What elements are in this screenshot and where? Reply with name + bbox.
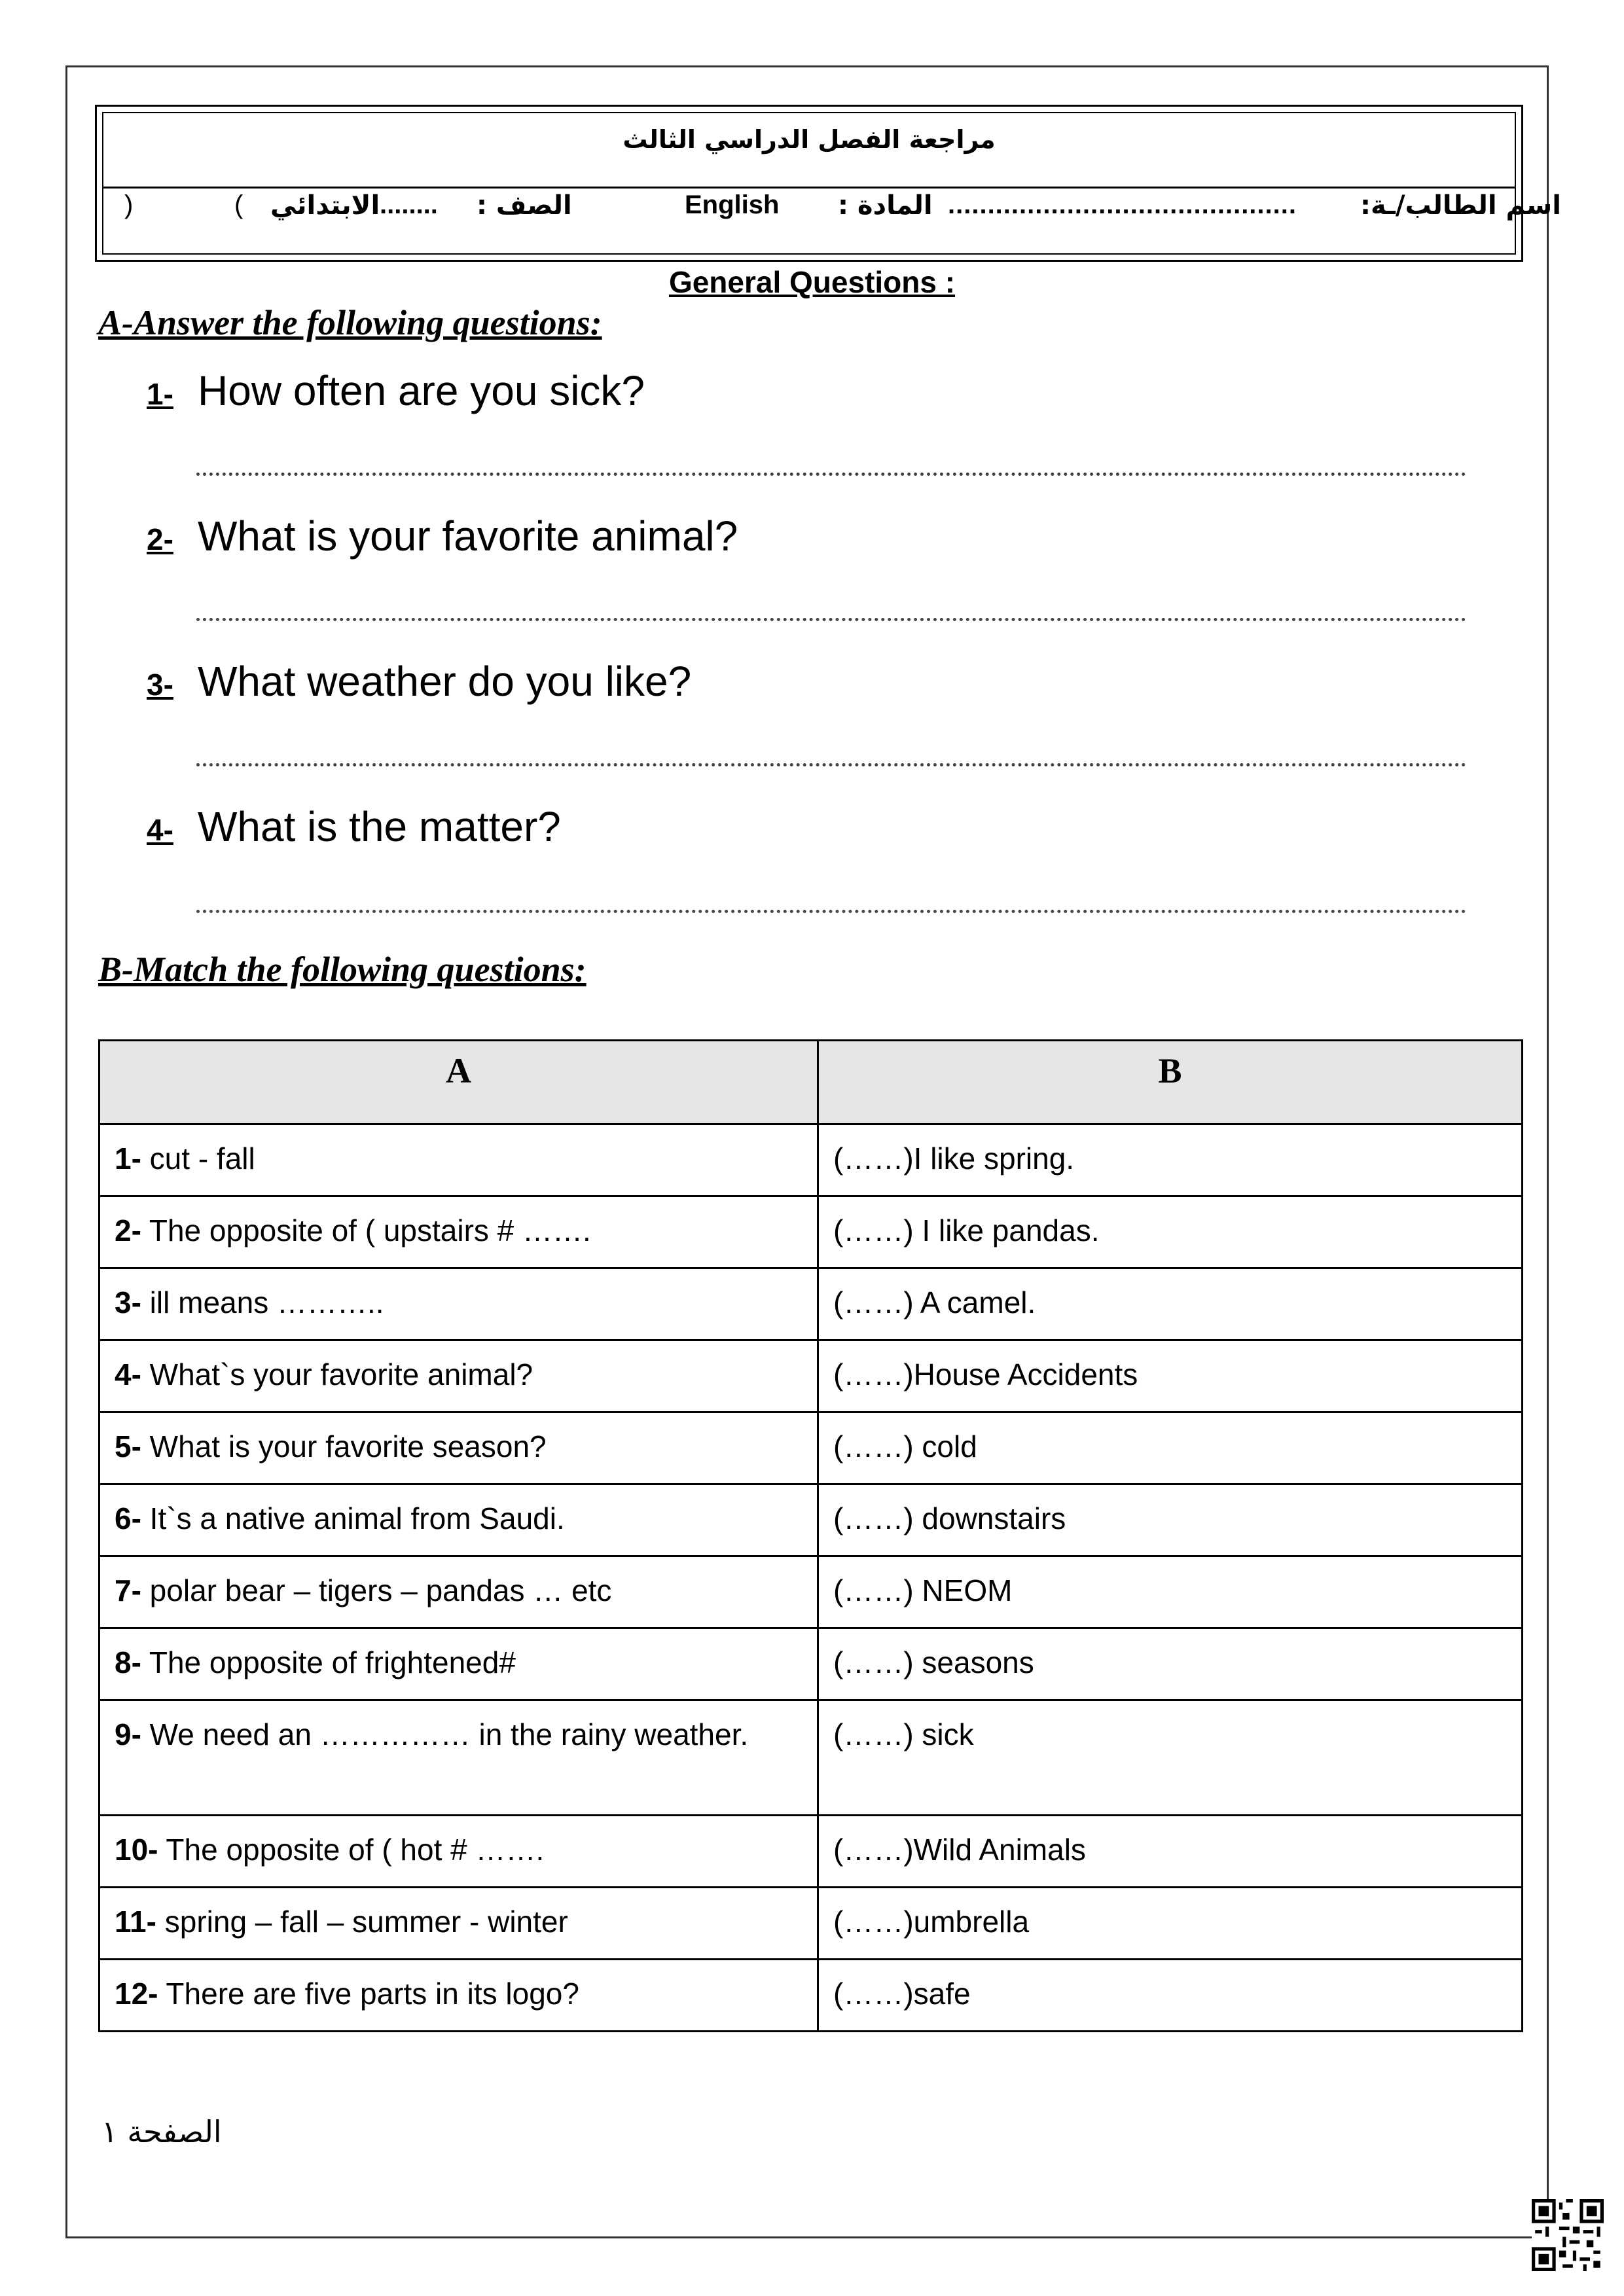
page-number: الصفحة ١ (101, 2114, 222, 2149)
item-number: 2- (115, 1213, 141, 1247)
item-number: 8- (115, 1645, 141, 1679)
item-b-cell[interactable]: (……) NEOM (818, 1556, 1523, 1628)
question-number: 3- (147, 668, 173, 702)
item-a-text: It`s a native animal from Saudi. (141, 1501, 565, 1535)
item-b-cell[interactable]: (……) seasons (818, 1628, 1523, 1700)
table-row (99, 1484, 1523, 1556)
header-inner-frame (102, 112, 1516, 255)
item-b-cell[interactable]: (……) A camel. (818, 1268, 1523, 1340)
item-b-cell[interactable]: (……) I like pandas. (818, 1196, 1523, 1268)
qr-code-icon (1532, 2199, 1604, 2271)
match-table (98, 1039, 1523, 2032)
table-header-row (99, 1041, 1523, 1124)
item-a-text: cut - fall (141, 1141, 255, 1175)
item-a-cell (99, 1412, 818, 1484)
subject-value: English (685, 190, 780, 219)
table-row (99, 1340, 1523, 1412)
table-row (99, 1196, 1523, 1268)
column-a-header: A (99, 1041, 818, 1124)
item-number: 10- (115, 1833, 158, 1867)
table-row (99, 1412, 1523, 1484)
item-a-text: The opposite of ( hot # ……. (158, 1833, 545, 1867)
table-row (99, 1700, 1523, 1816)
table-row (99, 1888, 1523, 1960)
table-row (99, 1628, 1523, 1700)
question-text: What is your favorite animal? (198, 512, 738, 560)
question-text: What weather do you like? (198, 658, 692, 705)
item-number: 9- (115, 1717, 141, 1751)
item-a-cell (99, 1268, 818, 1340)
item-a-text: What is your favorite season? (141, 1429, 547, 1463)
item-a-cell (99, 1484, 818, 1556)
paren-open: ( (234, 190, 244, 219)
answer-line-4[interactable] (196, 910, 1466, 913)
question-4 (147, 802, 561, 851)
item-number: 6- (115, 1501, 141, 1535)
subject-label: المادة : (838, 190, 933, 221)
table-row (99, 1268, 1523, 1340)
item-a-text: The opposite of frightened# (141, 1645, 516, 1679)
item-b-cell[interactable]: (……) downstairs (818, 1484, 1523, 1556)
section-a-title: A-Answer the following questions: (98, 303, 602, 342)
item-a-text: ill means ……….. (141, 1285, 384, 1319)
question-3 (147, 657, 691, 706)
item-a-cell (99, 1196, 818, 1268)
student-name-label: اسم الطالب/ـة: (1360, 190, 1561, 221)
item-b-cell[interactable]: (……) sick (818, 1700, 1523, 1816)
item-number: 4- (115, 1357, 141, 1391)
answer-line-1[interactable] (196, 473, 1466, 476)
item-a-cell (99, 1960, 818, 2032)
item-a-text: What`s your favorite animal? (141, 1357, 533, 1391)
item-number: 12- (115, 1977, 158, 2011)
section-b-title: B-Match the following questions: (98, 950, 586, 989)
table-row (99, 1960, 1523, 2032)
table-row (99, 1556, 1523, 1628)
item-number: 11- (115, 1905, 156, 1939)
item-b-cell[interactable]: (……) cold (818, 1412, 1523, 1484)
general-questions-title: General Questions : (668, 265, 956, 299)
question-text: What is the matter? (198, 803, 561, 850)
question-number: 4- (147, 813, 173, 848)
table-row (99, 1124, 1523, 1196)
question-number: 1- (147, 377, 173, 412)
item-a-cell (99, 1816, 818, 1888)
level-label: الابتدائي (270, 190, 380, 221)
student-name-dots[interactable]: ............................................ (948, 190, 1297, 219)
question-2 (147, 512, 738, 560)
item-number: 7- (115, 1573, 141, 1607)
answer-line-2[interactable] (196, 618, 1466, 621)
header-box (95, 105, 1561, 262)
answer-line-3[interactable] (196, 763, 1466, 766)
item-number: 5- (115, 1429, 141, 1463)
question-text: How often are you sick? (198, 367, 645, 414)
item-b-cell[interactable]: (……)House Accidents (818, 1340, 1523, 1412)
header-divider (103, 187, 1515, 188)
item-a-cell (99, 1628, 818, 1700)
item-a-cell (99, 1340, 818, 1412)
item-a-cell (99, 1700, 818, 1816)
paren-close: ) (124, 190, 134, 219)
grade-label: الصف : (477, 190, 572, 221)
item-a-text: polar bear – tigers – pandas … etc (141, 1573, 612, 1607)
item-a-text: The opposite of ( upstairs # ……. (141, 1213, 591, 1247)
column-b-header: B (818, 1041, 1523, 1124)
item-b-cell[interactable]: (……)safe (818, 1960, 1523, 2032)
item-a-cell (99, 1888, 818, 1960)
item-b-cell[interactable]: (……)I like spring. (818, 1124, 1523, 1196)
item-number: 3- (115, 1285, 141, 1319)
question-number: 2- (147, 522, 173, 557)
item-a-text: spring – fall – summer - winter (156, 1905, 568, 1939)
item-b-cell[interactable]: (……)umbrella (818, 1888, 1523, 1960)
question-1 (147, 367, 645, 415)
item-a-cell (99, 1556, 818, 1628)
item-a-text: We need an …………… in the rainy weather. (141, 1717, 749, 1751)
item-b-cell[interactable]: (……)Wild Animals (818, 1816, 1523, 1888)
review-title: مراجعة الفصل الدراسي الثالث (623, 125, 996, 154)
grade-dots[interactable]: ........ (380, 190, 438, 219)
item-number: 1- (115, 1141, 141, 1175)
item-a-cell (99, 1124, 818, 1196)
table-row (99, 1816, 1523, 1888)
item-a-text: There are five parts in its logo? (158, 1977, 579, 2011)
